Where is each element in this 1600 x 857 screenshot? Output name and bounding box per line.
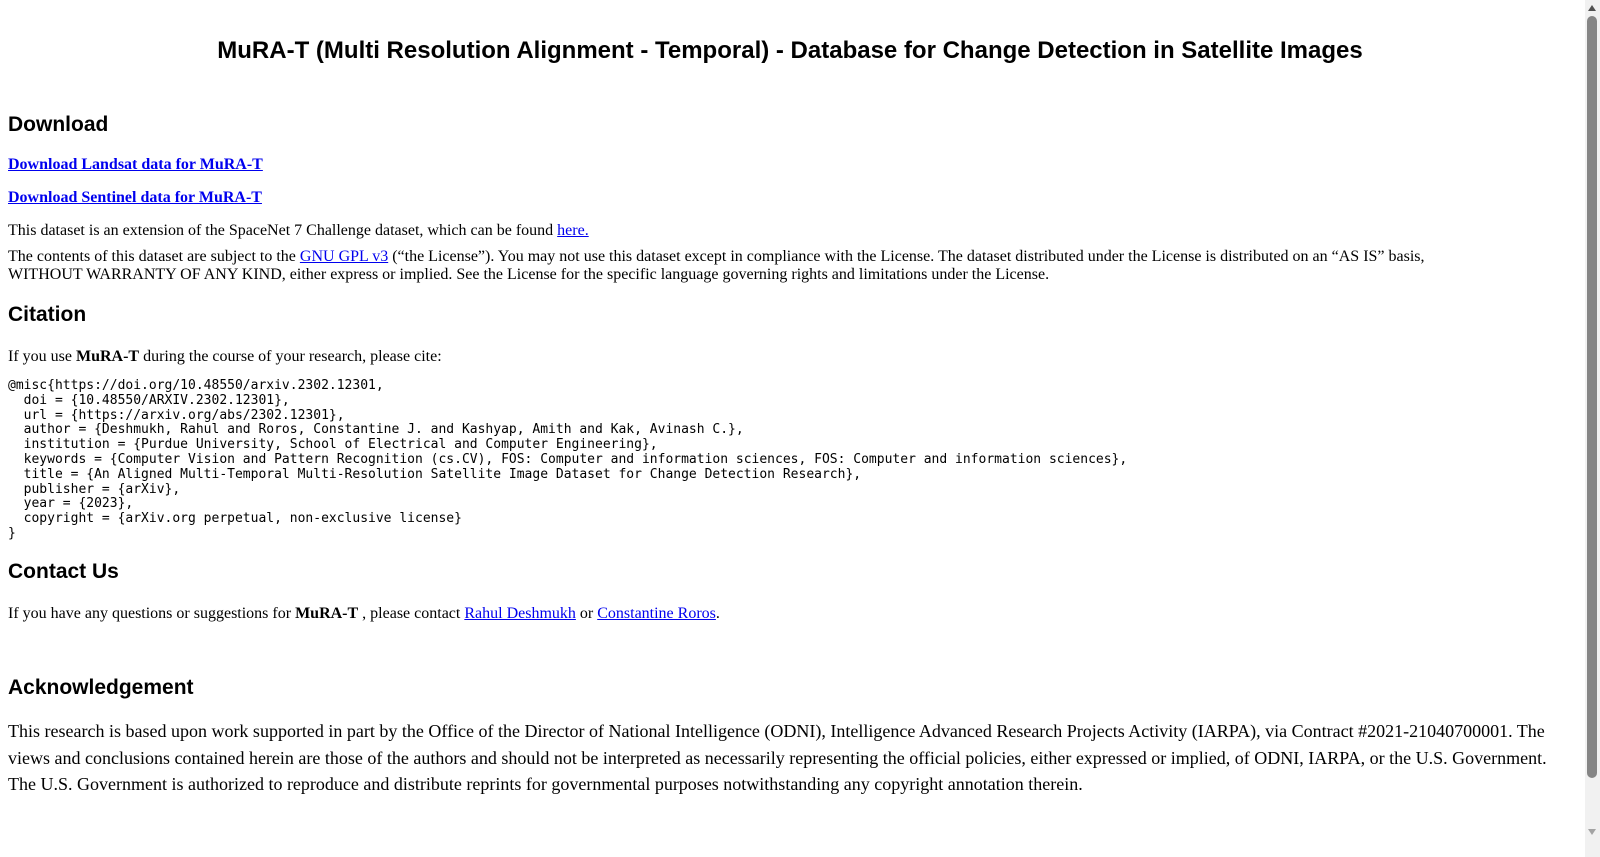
page-title: MuRA-T (Multi Resolution Alignment - Temporal) - Database for Change Detection in Satellite Images bbox=[217, 37, 1363, 64]
contact-text-mid: , please contact bbox=[358, 605, 465, 622]
download-heading: Download bbox=[8, 113, 109, 136]
scroll-up-arrow-icon[interactable] bbox=[1588, 5, 1596, 11]
extension-paragraph bbox=[8, 222, 589, 240]
contact-paragraph bbox=[8, 605, 720, 623]
contact-rahul-link[interactable]: Rahul Deshmukh bbox=[464, 605, 576, 622]
citation-heading: Citation bbox=[8, 303, 87, 326]
acknowledgement-heading: Acknowledgement bbox=[8, 676, 194, 699]
citation-intro-post: during the course of your research, please cite: bbox=[139, 348, 442, 365]
license-text-pre: The contents of this dataset are subject to the bbox=[8, 248, 300, 265]
landsat-download-link[interactable]: Download Landsat data for MuRA-T bbox=[8, 156, 263, 173]
sentinel-download-link[interactable]: Download Sentinel data for MuRA-T bbox=[8, 189, 262, 206]
license-text-post: (“the License”). You may not use this dataset except in compliance with the License. The dataset distributed under the License is distributed on an “AS IS” basis, WITHOUT WARRANTY OF ANY KIND, either express or implied. See the License for the specific language governing rights and limitations under the License. bbox=[8, 248, 1425, 283]
contact-dataset-name: MuRA-T bbox=[295, 605, 359, 622]
license-paragraph bbox=[8, 248, 1488, 284]
contact-heading: Contact Us bbox=[8, 560, 119, 583]
spacenet-here-link[interactable]: here. bbox=[557, 222, 589, 239]
citation-intro-dataset-name: MuRA-T bbox=[75, 348, 140, 365]
contact-text-pre: If you have any questions or suggestions for bbox=[8, 605, 296, 622]
acknowledgement-text: This research is based upon work supported in part by the Office of the Director of National Intelligence (ODNI), Intelligence Advanced Research Projects Activity (IARPA), via Contract #2021-21040700001. The views and conclusions contained herein are those of the authors and should not be interpreted as necessarily representing the official policies, either expressed or implied, of ODNI, IARPA, or the U.S. Government. The U.S. Government is authorized to reproduce and distribute reprints for governmental purposes notwithstanding any copyright annotation therein. bbox=[8, 721, 1547, 794]
contact-constantine-link[interactable]: Constantine Roros bbox=[597, 605, 716, 622]
extension-text: This dataset is an extension of the SpaceNet 7 Challenge dataset, which can be found bbox=[8, 222, 558, 239]
scrollbar-thumb[interactable] bbox=[1587, 16, 1597, 778]
gnu-gpl-link[interactable]: GNU GPL v3 bbox=[299, 248, 389, 265]
scroll-down-arrow-icon[interactable] bbox=[1588, 829, 1596, 835]
contact-text-or: or bbox=[575, 605, 598, 622]
contact-text-end: . bbox=[715, 605, 720, 622]
vertical-scrollbar[interactable] bbox=[1585, 0, 1600, 857]
citation-intro-pre: If you use bbox=[8, 348, 76, 365]
sentinel-download-paragraph bbox=[8, 189, 262, 207]
landsat-download-paragraph bbox=[8, 156, 263, 174]
bibtex-citation: @misc{https://doi.org/10.48550/arxiv.2302.12301, doi = {10.48550/ARXIV.2302.12301}, url = {https://arxiv.org/abs/2302.12301}, author = {Deshmukh, Rahul and Roros, Constantine J. and Kashyap, Amith and Kak, Avinash C.}, institution = {Purdue University, School of Electrical and Computer Engineering}, keywords = {Computer Vision and Pattern Recognition (cs.CV), FOS: Computer and information sciences, FOS: Computer and information sciences}, title = {An Aligned Multi-Temporal Multi-Resolution Satellite Image Dataset for Change Detection Research}, publisher = {arXiv}, year = {2023}, copyright = {arXiv.org perpetual, non-exclusive license} } bbox=[8, 378, 1128, 541]
citation-intro bbox=[8, 348, 442, 366]
